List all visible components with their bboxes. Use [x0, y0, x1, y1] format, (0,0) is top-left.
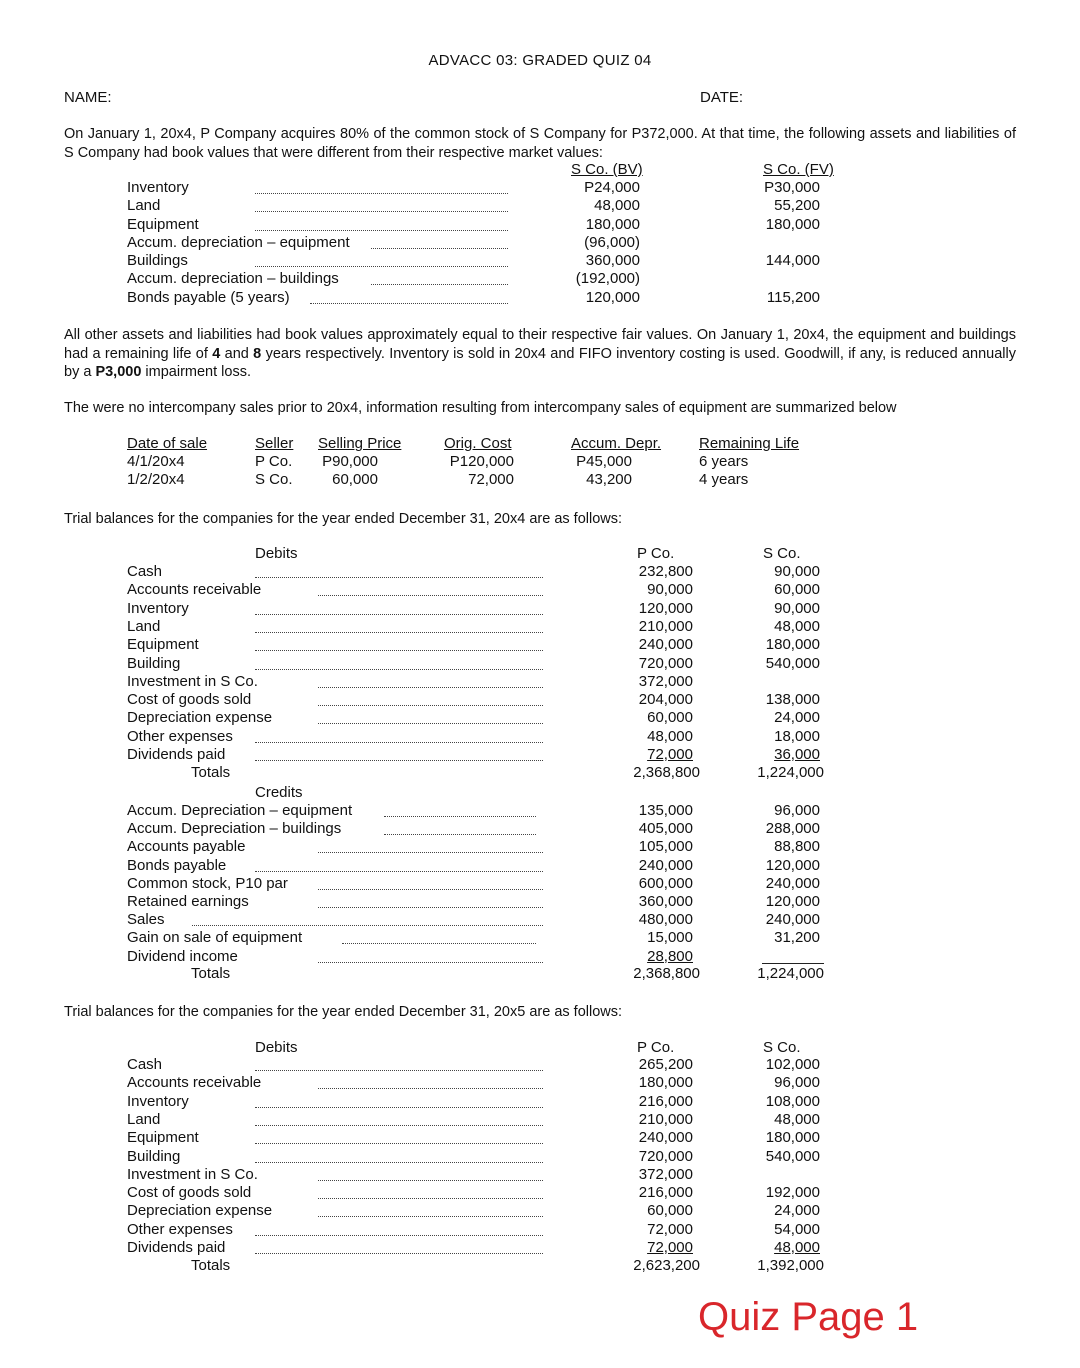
- dot-leader: [255, 859, 543, 872]
- tb-s-value: 108,000: [765, 1092, 820, 1110]
- tb-s-value: 48,000: [774, 1110, 820, 1128]
- dot-leader: [318, 895, 543, 908]
- bvfv-bv-value: (192,000): [575, 270, 640, 287]
- dot-leader: [255, 1131, 543, 1144]
- dot-leader: [318, 840, 543, 853]
- tb-p-value: 60,000: [647, 709, 693, 727]
- tb-p-value: 210,000: [638, 1110, 693, 1128]
- tb-s-value: 240,000: [765, 874, 820, 892]
- tb-20x5-col-p: P Co.: [637, 1039, 675, 1056]
- tb-s-value: 102,000: [765, 1056, 820, 1073]
- total-rule: [762, 963, 824, 964]
- tb-row-label: Sales: [127, 911, 165, 929]
- tb-p-value: 48,000: [647, 727, 693, 745]
- tb-row-label: Accounts receivable: [127, 581, 262, 599]
- tb-row-label: Building: [127, 654, 181, 672]
- tb-s-value: 60,000: [774, 581, 820, 599]
- dot-leader: [255, 199, 508, 212]
- tb-p-value: 600,000: [638, 874, 693, 892]
- dot-leader: [255, 1223, 543, 1236]
- tb-s-value: 96,000: [774, 1074, 820, 1092]
- bvfv-fv-value: P30,000: [764, 179, 820, 196]
- tb-row-label: Other expenses: [127, 727, 233, 745]
- bv-column-header: S Co. (BV): [571, 161, 643, 178]
- tb-s-value: 90,000: [774, 563, 820, 580]
- tb-row-label: Dividend income: [127, 947, 238, 965]
- tb-p-value: 240,000: [638, 636, 693, 654]
- sales-header: Date of sale: [127, 435, 208, 452]
- tb-p-value: 60,000: [647, 1202, 693, 1220]
- sales-cell: S Co.: [255, 471, 293, 488]
- assumptions-text-g: impairment loss.: [141, 364, 251, 380]
- tb-s-value: 31,200: [774, 929, 820, 947]
- tb-p-value: 405,000: [638, 820, 693, 838]
- tb-20x4-debits-label: Debits: [255, 545, 298, 562]
- dot-leader: [255, 181, 508, 194]
- tb-row-label: Equipment: [127, 636, 199, 654]
- dot-leader: [310, 291, 508, 304]
- bvfv-bv-value: 360,000: [585, 252, 640, 269]
- name-label: NAME:: [64, 89, 112, 106]
- building-life: 8: [253, 345, 262, 362]
- dot-leader: [318, 1168, 543, 1181]
- sales-header: Remaining Life: [699, 435, 800, 452]
- dot-leader: [371, 236, 508, 249]
- sales-cell: P120,000: [449, 453, 514, 470]
- dot-leader: [318, 1204, 543, 1217]
- tb-20x4-col-p: P Co.: [637, 545, 675, 562]
- sales-header: Accum. Depr.: [571, 435, 662, 452]
- bvfv-row-label: Accum. depreciation – equipment: [127, 234, 350, 251]
- tb-row-label: Accounts payable: [127, 838, 246, 856]
- tb-row-label: Cost of goods sold: [127, 1184, 252, 1202]
- tb-p-value: 90,000: [647, 581, 693, 599]
- tb-s-value: 24,000: [774, 1202, 820, 1220]
- sales-header: Selling Price: [318, 435, 402, 452]
- tb-totals-label: Totals: [191, 965, 231, 982]
- dot-leader: [255, 218, 508, 231]
- tb-s-total: 1,224,000: [757, 965, 824, 982]
- tb-p-value: 265,200: [638, 1056, 693, 1073]
- tb-20x5-col-s: S Co.: [763, 1039, 801, 1056]
- dot-leader: [318, 1076, 543, 1089]
- dot-leader: [255, 565, 543, 578]
- dot-leader: [384, 822, 536, 835]
- bvfv-row-label: Bonds payable (5 years): [127, 289, 290, 306]
- dot-leader: [255, 254, 508, 267]
- tb-20x5-heading: Trial balances for the companies for the year ended December 31, 20x5 are as follows:: [64, 1004, 623, 1020]
- tb-p-value: 72,000: [647, 1220, 693, 1238]
- bvfv-bv-value: (96,000): [584, 234, 640, 251]
- tb-p-value: 72,000: [647, 1239, 693, 1256]
- sales-header: Seller: [255, 435, 294, 452]
- tb-p-value: 360,000: [638, 893, 693, 910]
- tb-row-label: Cost of goods sold: [127, 691, 252, 709]
- dot-leader: [255, 620, 543, 633]
- bvfv-fv-value: 115,200: [766, 289, 820, 306]
- tb-20x5-debits-label: Debits: [255, 1039, 298, 1056]
- sales-cell: 6 years: [699, 453, 749, 470]
- bvfv-bv-value: P24,000: [584, 179, 640, 196]
- dot-leader: [255, 1113, 543, 1126]
- tb-row-label: Equipment: [127, 1129, 199, 1147]
- tb-s-value: 120,000: [765, 893, 820, 910]
- sales-cell: 4 years: [699, 471, 749, 488]
- tb-p-value: 216,000: [638, 1092, 693, 1110]
- tb-s-value: 120,000: [765, 856, 820, 874]
- tb-p-value: 105,000: [638, 838, 693, 856]
- tb-s-value: 90,000: [774, 599, 820, 617]
- tb-row-label: Land: [127, 617, 161, 635]
- tb-s-value: 180,000: [765, 1129, 820, 1147]
- tb-row-label: Land: [127, 1110, 161, 1128]
- dot-leader: [255, 602, 543, 615]
- bvfv-bv-value: 180,000: [585, 216, 640, 233]
- bvfv-row-label: Buildings: [127, 252, 188, 269]
- tb-s-value: 24,000: [774, 709, 820, 727]
- tb-p-value: 120,000: [638, 599, 693, 617]
- tb-row-label: Inventory: [127, 1092, 189, 1110]
- dot-leader: [318, 877, 543, 890]
- tb-p-total: 2,368,800: [633, 965, 700, 982]
- assumptions-text-e: years respectively. Inventory is sold in 20x4 and FIFO inventory costing is used. Goodwill, if any, is reduced annually by a: [64, 345, 1016, 380]
- date-label: DATE:: [700, 89, 744, 106]
- tb-s-value: 54,000: [774, 1220, 820, 1238]
- tb-p-value: 28,800: [647, 947, 693, 965]
- tb-p-value: 720,000: [638, 1147, 693, 1165]
- tb-p-value: 372,000: [638, 672, 693, 690]
- tb-20x4-col-s: S Co.: [763, 545, 801, 562]
- tb-p-value: 372,000: [638, 1165, 693, 1183]
- dot-leader: [318, 1186, 543, 1199]
- tb-row-label: Gain on sale of equipment: [127, 929, 303, 947]
- tb-p-value: 180,000: [638, 1074, 693, 1092]
- tb-s-value: 192,000: [765, 1184, 820, 1202]
- tb-s-value: 48,000: [774, 1239, 820, 1256]
- tb-row-label: Accum. Depreciation – buildings: [127, 820, 342, 838]
- dot-leader: [255, 638, 543, 651]
- dot-leader: [255, 730, 543, 743]
- tb-p-value: 240,000: [638, 1129, 693, 1147]
- tb-s-value: 48,000: [774, 617, 820, 635]
- tb-row-label: Retained earnings: [127, 893, 249, 910]
- bvfv-row-label: Equipment: [127, 216, 199, 233]
- sales-cell: P45,000: [576, 453, 632, 470]
- dot-leader: [384, 804, 536, 817]
- tb-row-label: Inventory: [127, 599, 189, 617]
- dot-leader: [318, 950, 543, 963]
- equipment-life: 4: [212, 345, 221, 362]
- tb-p-value: 240,000: [638, 856, 693, 874]
- tb-row-label: Cash: [127, 563, 163, 580]
- sales-cell: 1/2/20x4: [127, 471, 185, 488]
- tb-s-total: 1,392,000: [757, 1257, 824, 1274]
- bvfv-fv-value: 144,000: [765, 252, 820, 269]
- bvfv-row-label: Inventory: [127, 179, 189, 196]
- dot-leader: [318, 583, 543, 596]
- tb-s-value: 18,000: [774, 727, 820, 745]
- bvfv-row-label: Accum. depreciation – buildings: [127, 270, 339, 287]
- tb-p-value: 480,000: [638, 911, 693, 929]
- bvfv-fv-value: 180,000: [765, 216, 820, 233]
- tb-s-value: 240,000: [765, 911, 820, 929]
- tb-p-value: 15,000: [647, 929, 693, 947]
- dot-leader: [255, 1095, 543, 1108]
- tb-row-label: Depreciation expense: [127, 709, 273, 727]
- tb-row-label: Accounts receivable: [127, 1074, 262, 1092]
- tb-s-value: 180,000: [765, 636, 820, 654]
- intercompany-sales-paragraph: The were no intercompany sales prior to 20x4, information resulting from intercompany sales of equipment are summarized below: [64, 400, 897, 416]
- intro-paragraph: On January 1, 20x4, P Company acquires 80% of the common stock of S Company for P372,000. At that time, the following assets and liabilities of S Company had book values that were different from their respective market values:: [64, 126, 1016, 161]
- tb-p-total: 2,368,800: [633, 764, 700, 781]
- tb-s-value: 96,000: [774, 802, 820, 819]
- document-title: ADVACC 03: GRADED QUIZ 04: [428, 52, 652, 69]
- tb-p-value: 135,000: [638, 802, 693, 819]
- dot-leader: [318, 711, 543, 724]
- dot-leader: [255, 1058, 543, 1071]
- tb-row-label: Investment in S Co.: [127, 672, 258, 690]
- tb-p-total: 2,623,200: [633, 1257, 700, 1274]
- dot-leader: [255, 748, 543, 761]
- dot-leader: [192, 913, 543, 926]
- sales-cell: P Co.: [255, 453, 293, 470]
- sales-cell: 72,000: [468, 471, 514, 488]
- tb-p-value: 720,000: [638, 654, 693, 672]
- tb-row-label: Investment in S Co.: [127, 1165, 258, 1183]
- tb-p-value: 216,000: [638, 1184, 693, 1202]
- bvfv-bv-value: 120,000: [585, 289, 640, 306]
- tb-s-value: 288,000: [765, 820, 820, 838]
- dot-leader: [371, 272, 508, 285]
- quiz-page-label: Quiz Page 1: [698, 1295, 919, 1339]
- dot-leader: [255, 1241, 543, 1254]
- impairment-amount: P3,000: [95, 364, 142, 380]
- sales-cell: 43,200: [586, 471, 632, 488]
- tb-p-value: 72,000: [647, 746, 693, 763]
- tb-20x4-credits-label: Credits: [255, 784, 303, 801]
- tb-row-label: Dividends paid: [127, 746, 226, 763]
- tb-row-label: Dividends paid: [127, 1239, 226, 1256]
- bvfv-bv-value: 48,000: [594, 197, 640, 214]
- sales-cell: 4/1/20x4: [127, 453, 185, 470]
- dot-leader: [342, 931, 536, 944]
- tb-p-value: 210,000: [638, 617, 693, 635]
- tb-s-value: 540,000: [765, 654, 820, 672]
- bvfv-fv-value: 55,200: [774, 197, 820, 214]
- tb-p-value: 204,000: [638, 691, 693, 709]
- sales-header: Orig. Cost: [444, 435, 512, 452]
- dot-leader: [318, 675, 543, 688]
- assumptions-paragraph: [64, 326, 1016, 382]
- fv-column-header: S Co. (FV): [763, 161, 834, 178]
- assumptions-text-c: and: [220, 345, 254, 362]
- tb-row-label: Accum. Depreciation – equipment: [127, 802, 353, 819]
- tb-row-label: Common stock, P10 par: [127, 874, 288, 892]
- sales-cell: P90,000: [322, 453, 378, 470]
- tb-s-value: 88,800: [774, 838, 820, 856]
- tb-row-label: Bonds payable: [127, 856, 227, 874]
- tb-row-label: Depreciation expense: [127, 1202, 273, 1220]
- tb-row-label: Other expenses: [127, 1220, 233, 1238]
- assumptions-text-a: All other assets and liabilities had book values approximately equal to their respective fair values. On January 1, 20x4, the equipment and buildings had a remaining life of: [64, 327, 1016, 362]
- bvfv-row-label: Land: [127, 197, 161, 214]
- tb-totals-label: Totals: [191, 764, 231, 781]
- dot-leader: [255, 657, 543, 670]
- dot-leader: [318, 693, 543, 706]
- tb-20x4-heading: Trial balances for the companies for the year ended December 31, 20x4 are as follows:: [64, 511, 623, 527]
- tb-s-value: 138,000: [765, 691, 820, 709]
- tb-s-value: 36,000: [774, 746, 820, 763]
- sales-cell: 60,000: [332, 471, 378, 488]
- tb-row-label: Building: [127, 1147, 181, 1165]
- dot-leader: [255, 1150, 543, 1163]
- tb-p-value: 232,800: [638, 563, 693, 580]
- tb-row-label: Cash: [127, 1056, 163, 1073]
- tb-s-total: 1,224,000: [757, 764, 824, 781]
- tb-totals-label: Totals: [191, 1257, 231, 1274]
- tb-s-value: 540,000: [765, 1147, 820, 1165]
